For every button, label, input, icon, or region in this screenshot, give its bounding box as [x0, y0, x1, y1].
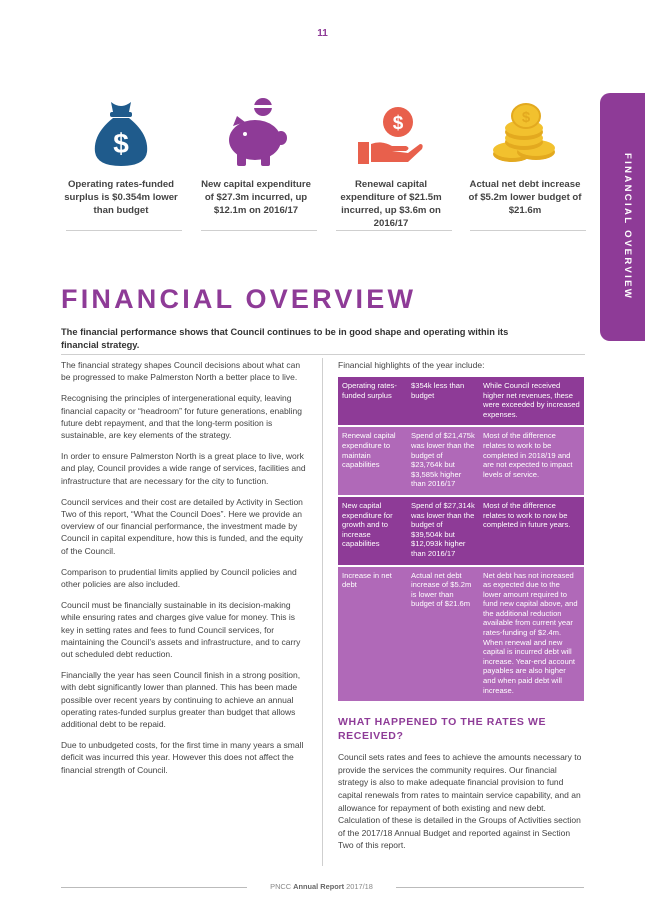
highlight-note: While Council received higher net revenues, these were exceeded by increased expenses. [479, 377, 584, 426]
table-row [338, 496, 584, 566]
footer-report: Annual Report [293, 882, 345, 891]
paragraph: Due to unbudgeted costs, for the first time in many years a small deficit was incurred this year. However this does not affect the financial strength of Council. [61, 740, 304, 775]
highlights-lead: Financial highlights of the year include: [338, 360, 485, 370]
highlight-value: Spend of $21,475k was lower than the budget of $23,764k but $3,585k higher than 2016/17 [407, 426, 479, 496]
highlights-table [338, 377, 584, 703]
highlight-item: Operating rates-funded surplus [338, 377, 407, 426]
stat-caption: Renewal capital expenditure of $21.5m incurred, up $3.6m on 2016/17 [340, 179, 442, 229]
footer-rule [61, 887, 247, 888]
footer-org: PNCC [270, 882, 292, 891]
stat-new-capital [197, 90, 315, 217]
svg-text:$: $ [113, 128, 129, 159]
footer-year: 2017/18 [346, 882, 373, 891]
key-stats [62, 90, 584, 235]
paragraph: Council must be financially sustainable in its decision-making while ensuring rates and charges give value for money. This is key in setting rates and fees to fund Council services, for maintaining the Council’s assets and infrastructure, and to carry out scheduled debt reduction. [61, 600, 301, 660]
right-column [338, 359, 584, 852]
column-divider [322, 358, 323, 866]
section-heading: WHAT HAPPENED TO THE RATES WE RECEIVED? [338, 716, 547, 743]
paragraph: Recognising the principles of intergenerational equity, leaving financial capacity or “headroom” for future generations, enabling future debt repayment, and that the long-term position is sustainable, are key elements of the strategy. [61, 393, 302, 441]
highlight-value: $354k less than budget [407, 377, 479, 426]
coin-stack-icon [490, 102, 560, 168]
highlight-value: Spend of $27,314k was lower than the budget of $39,504k but $12,093k higher than 2016/17 [407, 496, 479, 566]
stat-caption: New capital expenditure of $27.3m incurred, up $12.1m on 2016/17 [201, 179, 311, 216]
svg-text:$: $ [521, 109, 531, 126]
highlight-note: Net debt has not increased as expected due to the lower amount required to fund new capital above, and the additional reduction available from current year rates-funding of $2.4m. When renewal and new capital is incurred debt will increase. Year-end account payables are also higher and when paid debt will increase. [479, 566, 584, 703]
paragraph: The financial strategy shapes Council decisions about what can be progressed to make Palmerston North a better place to live. [61, 360, 301, 383]
highlight-item: Renewal capital expenditure to maintain capabilities [338, 426, 407, 496]
money-bag-icon [89, 98, 153, 168]
table-row [338, 426, 584, 496]
section-side-tab [600, 93, 645, 341]
footer [247, 882, 396, 891]
highlight-note: Most of the difference relates to work to now be completed in future years. [479, 496, 584, 566]
stat-caption: Operating rates-funded surplus is $0.354m lower than budget [64, 179, 178, 216]
footer-rule [396, 887, 584, 888]
paragraph: Financially the year has seen Council finish in a strong position, with debt significantly lower than planned. This has been made possible over recent years by continuing to achieve an annual operating rates-funded surplus greater than budget that allows additional debt to be repaid. [61, 670, 301, 730]
paragraph: Comparison to prudential limits applied by Council policies and other policies are also included. [61, 566, 297, 590]
left-column [61, 359, 308, 785]
stat-net-debt [466, 90, 584, 217]
highlight-note: Most of the difference relates to work to be completed in 2018/19 and are not expected to impact levels of service. [479, 426, 584, 496]
paragraph: In order to ensure Palmerston North is a great place to live, work and play, Council provides a wide range of services, facilities and infrastructure that are necessary for the city to function. [61, 451, 306, 486]
page-title: FINANCIAL OVERVIEW [61, 284, 417, 314]
highlight-item: New capital expenditure for growth and to increase capabilities [338, 496, 407, 566]
stat-caption: Actual net debt increase of $5.2m lower budget of $21.6m [468, 179, 582, 216]
page-number: 11 [317, 28, 328, 39]
divider [61, 354, 585, 355]
hand-coin-icon [356, 104, 426, 168]
highlight-value: Actual net debt increase of $5.2m is lower than budget of $21.6m [407, 566, 479, 703]
intro-statement: The financial performance shows that Council continues to be in good shape and operating within its financial strategy. [61, 327, 509, 350]
svg-text:$: $ [392, 113, 404, 134]
stat-renewal-capital [332, 90, 450, 230]
piggy-bank-icon [223, 96, 289, 168]
paragraph: Council services and their cost are detailed by Activity in Section Two of this report, “What the Council Does”. Here we provide an overview of our financial performance, the investment made by Council in capital expenditure, how this is funded, and the equity of the Council. [61, 496, 303, 556]
stat-operating-surplus [62, 90, 180, 217]
rates-paragraph: Council sets rates and fees to achieve the amounts necessary to provide the services the community requires. Our financial strategy is also to make adequate financial provision to fund capital renewals from rates to maintain service capability, and an allowance for repayment of both existing and new debt. Calculation of these is detailed in the Groups of Activities section of the 2017/18 Annual Budget and reported against in Section Two of this report. [338, 752, 582, 851]
highlight-item: Increase in net debt [338, 566, 407, 703]
side-tab-label: FINANCIAL OVERVIEW [622, 153, 633, 301]
table-row [338, 377, 584, 426]
table-row [338, 566, 584, 703]
